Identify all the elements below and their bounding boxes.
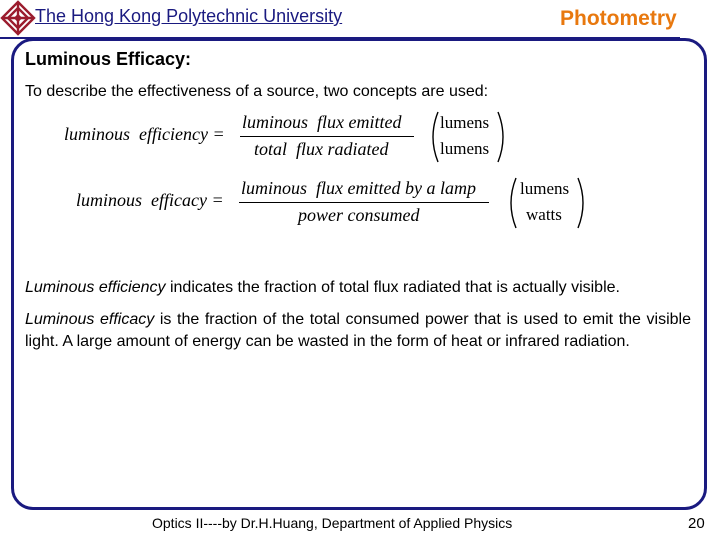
formula-lhs: luminous efficacy =: [76, 190, 224, 210]
formula-numerator: luminous flux emitted: [242, 112, 402, 132]
footer-credit: Optics II----by Dr.H.Huang, Department of Applied Physics: [152, 515, 513, 531]
fraction-bar: [240, 136, 414, 137]
slide-topic: Photometry: [560, 7, 677, 30]
luminous-efficacy-formula: [76, 174, 591, 230]
formula-lhs: luminous efficiency =: [64, 124, 225, 144]
efficiency-term: Luminous efficiency: [25, 279, 166, 296]
page-number: 20: [688, 515, 705, 532]
efficacy-text: is the fraction of the total consumed power that is used to emit the visible light. A large amount of energy can be wasted in the form of heat or infrared radiation.: [25, 311, 692, 350]
intro-text: To describe the effectiveness of a source, two concepts are used:: [25, 83, 489, 100]
luminous-efficiency-formula: [64, 110, 514, 166]
efficacy-term: Luminous efficacy: [25, 311, 155, 328]
content-frame: [11, 38, 707, 510]
formula-numerator: luminous flux emitted by a lamp: [241, 178, 476, 198]
unit-denominator: watts: [526, 205, 562, 224]
formula-denominator: total flux radiated: [254, 139, 389, 159]
unit-numerator: lumens: [520, 179, 570, 198]
section-title: Luminous Efficacy:: [25, 49, 192, 69]
university-name: The Hong Kong Polytechnic University: [35, 6, 343, 26]
unit-denominator: lumens: [440, 139, 490, 158]
university-logo: [0, 0, 36, 36]
fraction-bar: [239, 202, 489, 203]
efficiency-text: indicates the fraction of total flux radiated that is actually visible.: [165, 279, 620, 296]
efficiency-paragraph: [25, 277, 691, 299]
efficacy-paragraph: [25, 309, 691, 353]
formula-denominator: power consumed: [298, 205, 420, 225]
unit-numerator: lumens: [440, 113, 490, 132]
